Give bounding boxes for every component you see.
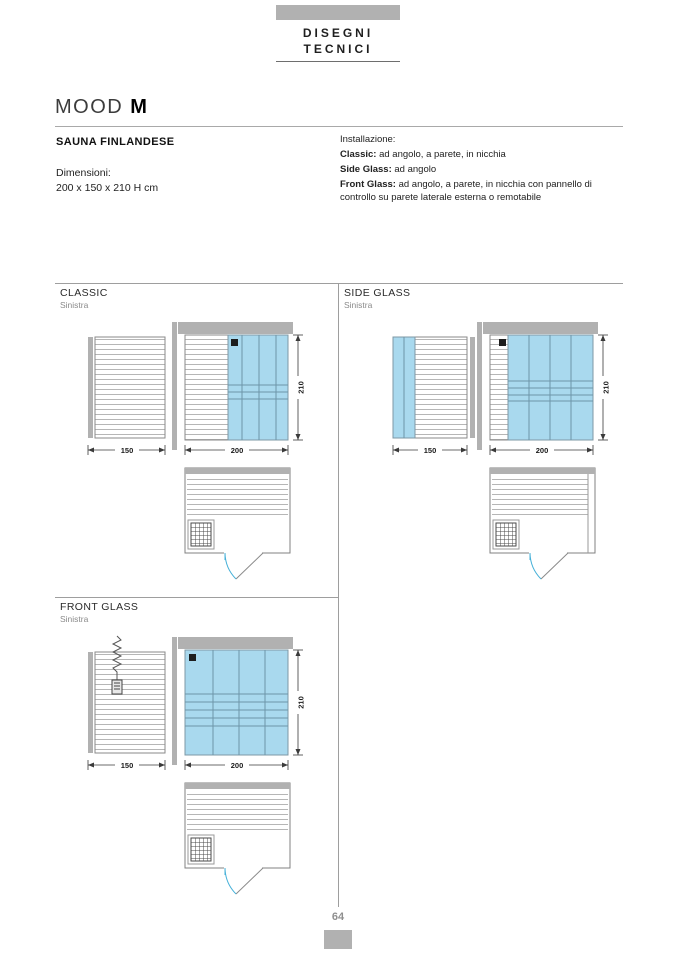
section-subtitle-sideglass: Sinistra [344, 300, 373, 310]
footer-gray-bar [324, 930, 352, 949]
page-title [55, 96, 148, 119]
door-leaf [236, 553, 263, 579]
doc-title-line2: TECNICI [303, 42, 373, 56]
section-title-sideglass: SIDE GLASS [344, 287, 411, 299]
classic-side-elevation [88, 337, 165, 438]
installation-item-classic [340, 148, 612, 161]
dimensions-label: Dimensioni: [56, 167, 111, 179]
grid-line-top [55, 283, 623, 284]
door-leaf [541, 553, 568, 579]
installation-item-name: Front Glass: [340, 179, 396, 190]
classic-dim-front-width [185, 445, 288, 455]
installation-item-desc: ad angolo [391, 164, 437, 175]
frontglass-side-elevation [88, 636, 165, 753]
stove [191, 838, 211, 861]
sauna-control-unit [499, 339, 506, 346]
installation-item-desc: ad angolo, a parete, in nicchia [376, 149, 506, 160]
dim-label-side-width: 150 [423, 446, 437, 455]
stove [496, 523, 516, 546]
dim-label-front-width: 200 [230, 446, 244, 455]
sideglass-technical-drawing [360, 315, 642, 597]
dim-label-height: 210 [601, 381, 611, 394]
section-title-frontglass: FRONT GLASS [60, 601, 139, 613]
doc-title-line1: DISEGNI [302, 26, 374, 40]
classic-plan-view [185, 468, 290, 579]
model-name: MOOD [55, 96, 124, 118]
page-number: 64 [331, 911, 345, 923]
frontglass-dim-height [293, 650, 306, 755]
classic-dim-height [293, 335, 306, 440]
frontglass-front-elevation [172, 637, 293, 765]
sideglass-front-elevation [477, 322, 598, 450]
installation-item-frontglass [340, 178, 612, 204]
door-leaf [236, 868, 263, 894]
door-swing-arc [530, 553, 541, 579]
product-name: SAUNA FINLANDESE [56, 136, 175, 148]
frontglass-dim-front-width [185, 760, 288, 770]
model-letter: M [130, 96, 149, 118]
section-subtitle-classic: Sinistra [60, 300, 89, 310]
classic-front-elevation [172, 322, 293, 450]
sideglass-plan-view [490, 468, 595, 579]
installation-item-desc: ad angolo, a parete, in nicchia con pannello di controllo su parete laterale esterna o remotabile [340, 179, 592, 203]
installation-item-name: Side Glass: [340, 164, 392, 175]
door-swing-arc [225, 553, 236, 579]
grid-line-vertical [338, 283, 339, 907]
section-subtitle-frontglass: Sinistra [60, 614, 89, 624]
sideglass-dim-height [598, 335, 611, 440]
frontglass-plan-view [185, 783, 290, 894]
dim-label-side-width: 150 [120, 761, 134, 770]
section-title-classic: CLASSIC [60, 287, 108, 299]
dim-label-height: 210 [296, 696, 306, 709]
installation-label: Installazione: [340, 134, 396, 145]
dim-label-front-width: 200 [535, 446, 549, 455]
classic-technical-drawing [55, 315, 337, 597]
sideglass-dim-front-width [490, 445, 593, 455]
stove [191, 523, 211, 546]
header-gray-bar [276, 5, 400, 20]
frontglass-dim-side-width [88, 760, 165, 770]
dim-label-side-width: 150 [120, 446, 134, 455]
dim-label-height: 210 [296, 381, 306, 394]
classic-dim-side-width [88, 445, 165, 455]
dim-label-front-width: 200 [230, 761, 244, 770]
header-underline [276, 61, 400, 62]
installation-item-sideglass [340, 163, 612, 176]
sauna-control-unit [189, 654, 196, 661]
sideglass-side-elevation [393, 337, 475, 438]
sauna-control-unit [231, 339, 238, 346]
door-swing-arc [225, 868, 236, 894]
grid-line-middle [55, 597, 338, 598]
installation-item-name: Classic: [340, 149, 377, 160]
dimensions-value: 200 x 150 x 210 H cm [56, 182, 159, 194]
installation-info [340, 133, 612, 206]
divider-rule [55, 126, 623, 127]
external-control-panel [112, 680, 122, 694]
sideglass-dim-side-width [393, 445, 467, 455]
frontglass-technical-drawing [55, 630, 337, 912]
